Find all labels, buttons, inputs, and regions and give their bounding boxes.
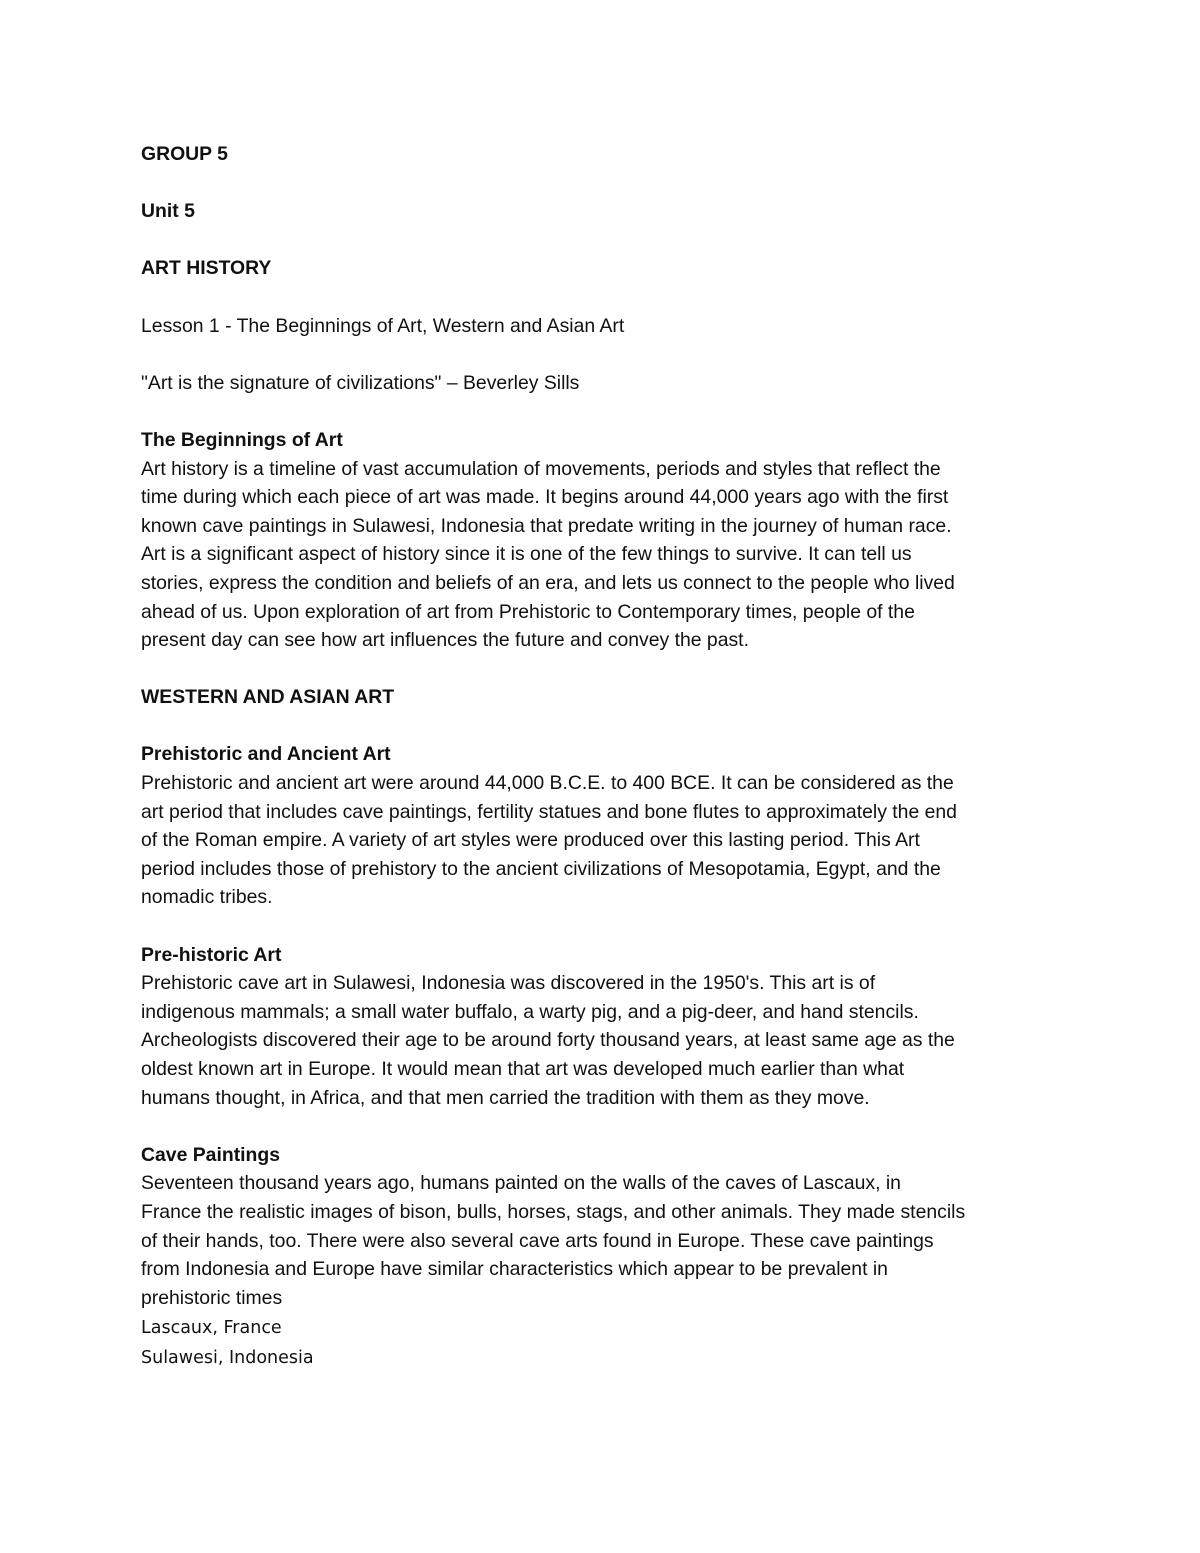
paragraph-prehistoric xyxy=(141,969,1071,1112)
section-title-cave: Cave Paintings xyxy=(141,1143,281,1166)
unit-heading: Unit 5 xyxy=(141,200,195,223)
paragraph-line: indigenous mammals; a small water buffalo, a warty pig, and a pig-deer, and hand stencils. xyxy=(141,1000,919,1023)
group-heading: GROUP 5 xyxy=(141,143,228,165)
paragraph-line: oldest known art in Europe. It would mean that art was developed much earlier than what xyxy=(141,1058,905,1080)
paragraph-line: Prehistoric and ancient art were around 44,000 B.C.E. to 400 BCE. It can be considered as the xyxy=(141,772,954,795)
paragraph-line: period includes those of prehistory to the ancient civilizations of Mesopotamia, Egypt, and the xyxy=(141,857,941,880)
paragraph-line: ahead of us. Upon exploration of art from Prehistoric to Contemporary times, people of the xyxy=(141,600,915,623)
section-title-prehistoric-ancient: Prehistoric and Ancient Art xyxy=(141,743,391,766)
paragraph-prehistoric-ancient xyxy=(141,769,1071,912)
subject-heading: ART HISTORY xyxy=(141,257,272,280)
quote: "Art is the signature of civilizations" – Beverley Sills xyxy=(141,371,580,394)
paragraph-line: Art is a significant aspect of history since it is one of the few things to survive. It can tell us xyxy=(141,543,912,566)
paragraph-line: Prehistoric cave art in Sulawesi, Indonesia was discovered in the 1950's. This art is of xyxy=(141,972,876,995)
document-page xyxy=(141,140,1071,1373)
paragraph-line: of the Roman empire. A variety of art styles were produced over this lasting period. This Art xyxy=(141,829,920,852)
caption-sulawesi: Sulawesi, Indonesia xyxy=(141,1348,314,1369)
paragraph-line: France the realistic images of bison, bulls, horses, stags, and other animals. They made stencils xyxy=(141,1200,966,1223)
paragraph-line: from Indonesia and Europe have similar characteristics which appear to be prevalent in xyxy=(141,1258,888,1281)
paragraph-line: humans thought, in Africa, and that men carried the tradition with them as they move. xyxy=(141,1086,870,1109)
paragraph-line: stories, express the condition and beliefs of an era, and lets us connect to the people who lived xyxy=(141,571,955,594)
paragraph-line: known cave paintings in Sulawesi, Indonesia that predate writing in the journey of human race. xyxy=(141,514,952,537)
paragraph-line: present day can see how art influences the future and convey the past. xyxy=(141,629,749,652)
paragraph-line: prehistoric times xyxy=(141,1286,283,1309)
lesson-title: Lesson 1 - The Beginnings of Art, Western and Asian Art xyxy=(141,314,625,337)
section-title-prehistoric: Pre-historic Art xyxy=(141,943,282,966)
paragraph-line: Archeologists discovered their age to be around forty thousand years, at least same age as the xyxy=(141,1029,955,1052)
caption-lascaux: Lascaux, France xyxy=(141,1318,282,1339)
section-title-beginnings: The Beginnings of Art xyxy=(141,428,343,451)
paragraph-line: time during which each piece of art was made. It begins around 44,000 years ago with the first xyxy=(141,486,949,509)
paragraph-cave xyxy=(141,1169,1071,1312)
section-title-western-asian: WESTERN AND ASIAN ART xyxy=(141,686,395,709)
paragraph-line: nomadic tribes. xyxy=(141,886,273,909)
paragraph-line: Seventeen thousand years ago, humans painted on the walls of the caves of Lascaux, in xyxy=(141,1172,901,1195)
paragraph-line: Art history is a timeline of vast accumulation of movements, periods and styles that reflect the xyxy=(141,457,941,480)
paragraph-line: of their hands, too. There were also several cave arts found in Europe. These cave paintings xyxy=(141,1229,934,1252)
paragraph-beginnings xyxy=(141,455,1071,655)
paragraph-line: art period that includes cave paintings, fertility statues and bone flutes to approximately the end xyxy=(141,800,957,823)
